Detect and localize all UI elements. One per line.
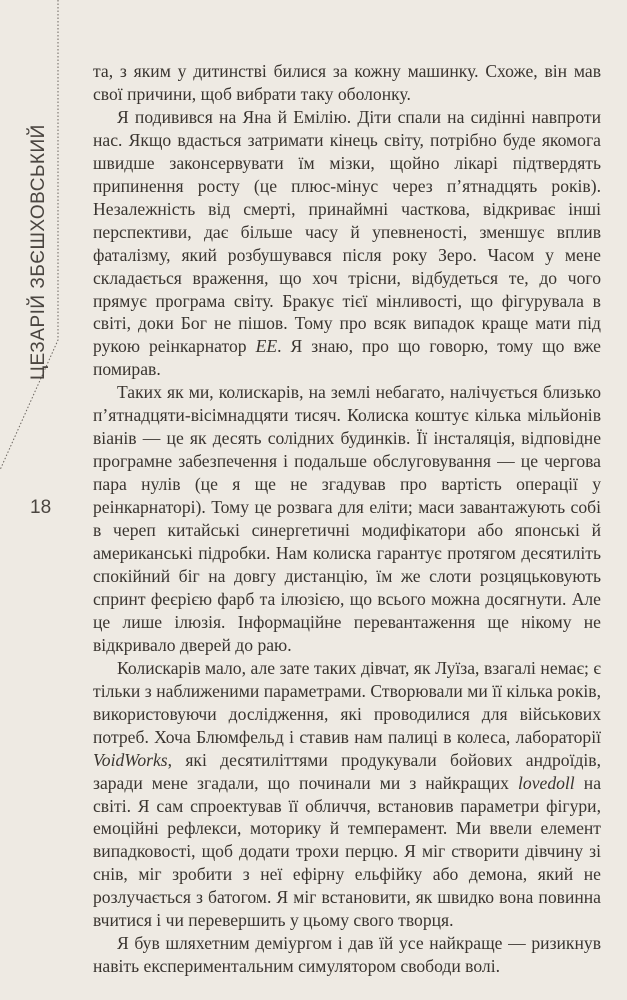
italic-text: EE xyxy=(255,336,278,357)
paragraph-text: Я подивився на Яна й Емілію. Діти спали на сидінні навпроти нас. Якщо вдасться затримати кінець світу, потрібно буде якомога швидше законсервувати їм мізки, щойно лікарі підтвердять припинення росту (це плюс-мінус через п’ятнадцять років). Незалежність від смерті, принаймні часткова, відкриває інші перспективи, дає більше часу й упевненості, зменшує вплив фаталізму, який розбушувався після року Зеро. Часом у мене складається враження, що хоч трісни, відбудеться те, до чого прямує програма світу. Бракує тієї мінливості, що фігурувала в світі, доки Бог не пішов. Тому про всяк випадок краще мати під рукою реінкарнатор xyxy=(93,106,601,357)
paragraph xyxy=(93,60,601,106)
italic-text: VoidWorks xyxy=(93,749,168,770)
paragraph-text: Таких як ми, колискарів, на землі небагато, налічується близько п’ятнадцяти-вісімнадцяти тисяч. Колиска коштує кілька мільйонів віанів — це як десять солідних будинків. Її інсталяція, відповідне програмне забезпечення і подальше обслуговування — це чергова пара нулів (це я ще не згадував про вартість операції у реінкарнаторі). Тому це розвага для еліти; маси завантажують собі в череп китайські синергетичні модифікатори або японські й американські підробки. Нам колиска гарантує протягом десятиліть спокійний біг на довгу дистанцію, їм же слоти розцяцьковують спринт феєрією фарб та ілюзією, що всього можна досягнути. Але це лише ілюзія. Інформаційне перевантаження ще нікому не відкривало дверей до раю. xyxy=(93,382,601,655)
page-number: 18 xyxy=(30,497,52,518)
paragraph-text: Колискарів мало, але зате таких дівчат, як Луїза, взагалі немає; є тільки з наближеними параметрами. Створювали ми її кілька років, використовуючи дослідження, які проводилися для військових потреб. Хоча Блюмфельд і ставив нам палиці в колеса, лабораторії xyxy=(93,657,601,747)
paragraph-text: на світі. Я сам спроектував її обличчя, встановив параметри фігури, емоційні рефлекси, моторику й темперамент. Ми ввели елемент випадковості, щоб додати трохи перцю. Я міг створити дівчину зі снів, міг зробити з неї ефірну ельфійку або демона, який не розлучається з батогом. Я міг встановити, як швидко вона повинна вчитися і чи перевершить у цьому свого творця. xyxy=(93,772,602,931)
body-text xyxy=(93,60,601,978)
paragraph-text: . Я знаю, про що говорю, тому що вже помирав. xyxy=(93,336,601,380)
italic-text: lovedoll xyxy=(518,772,575,793)
running-head-author: ЦЕЗАРІЙ ЗБЄШХОВСЬКИЙ xyxy=(28,124,49,380)
paragraph xyxy=(93,657,601,932)
paragraph-text: , які десятиліттями продукували бойових андроїдів, заради мене згадали, що починали ми з найкращих xyxy=(93,749,601,793)
paragraph xyxy=(93,106,601,381)
paragraph xyxy=(93,932,601,978)
paragraph xyxy=(93,381,601,656)
paragraph-text: Я був шляхетним деміургом і дав їй усе найкраще — ризикнув навіть експериментальним симулятором свободи волі. xyxy=(93,933,601,977)
paragraph-text: та, з яким у дитинстві билися за кожну машинку. Схоже, він мав свої причини, щоб вибрати таку оболонку. xyxy=(93,61,601,104)
